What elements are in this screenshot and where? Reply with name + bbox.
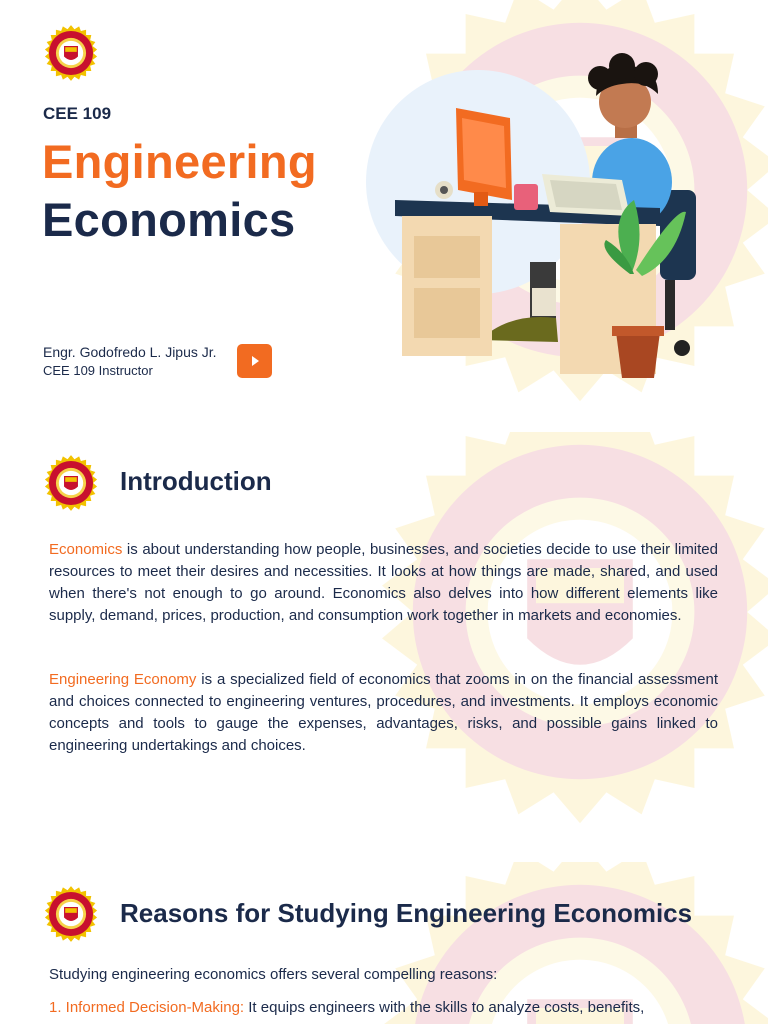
cover-slide (0, 0, 768, 420)
school-seal-logo (42, 24, 100, 82)
introduction-slide (0, 432, 768, 832)
title-line-2: Economics (42, 193, 296, 246)
reason-item-1-text: It equips engineers with the skills to analyze costs, benefits, (244, 999, 645, 1016)
course-code: CEE 109 (43, 104, 112, 123)
engineering-economy-definition: is a specialized field of economics that zooms in on the financial assessment and choices connected to engineering ventures, procedures, and investments. It employs economic concepts and tools to gauge the expenses, advantages, risks, and possible gains linked to engineering undertakings and choices. (49, 671, 718, 754)
seal-watermark (360, 432, 768, 832)
reason-item-1-label: 1. Informed Decision-Making: (49, 999, 245, 1016)
author-name: Engr. Godofredo L. Jipus Jr. (43, 344, 217, 360)
reasons-slide (0, 862, 768, 1024)
economics-term: Economics (49, 541, 123, 558)
reasons-lead: Studying engineering economics offers several compelling reasons: (49, 966, 498, 983)
school-seal-logo (42, 885, 100, 943)
title-line-1: Engineering (42, 135, 317, 188)
engineering-economy-term: Engineering Economy (49, 671, 197, 688)
play-icon (249, 355, 261, 367)
play-button[interactable] (237, 344, 272, 378)
economics-definition: is about understanding how people, businesses, and societies decide to use their limited resources to meet their desires and necessities. It looks at how things are made, shared, and used when there's not enough to go around. Economics also delves into how different elements like supply, demand, prices, production, and consumption work together in markets and economies. (49, 541, 718, 624)
author-role: CEE 109 Instructor (43, 363, 153, 378)
school-seal-logo (42, 454, 100, 512)
engineering-economy-paragraph (49, 669, 718, 757)
person-at-desk-illustration (360, 40, 760, 390)
economics-paragraph (49, 539, 718, 627)
introduction-heading: Introduction (120, 466, 272, 496)
reasons-heading: Reasons for Studying Engineering Economics (120, 898, 693, 928)
reason-item-1 (49, 999, 718, 1016)
